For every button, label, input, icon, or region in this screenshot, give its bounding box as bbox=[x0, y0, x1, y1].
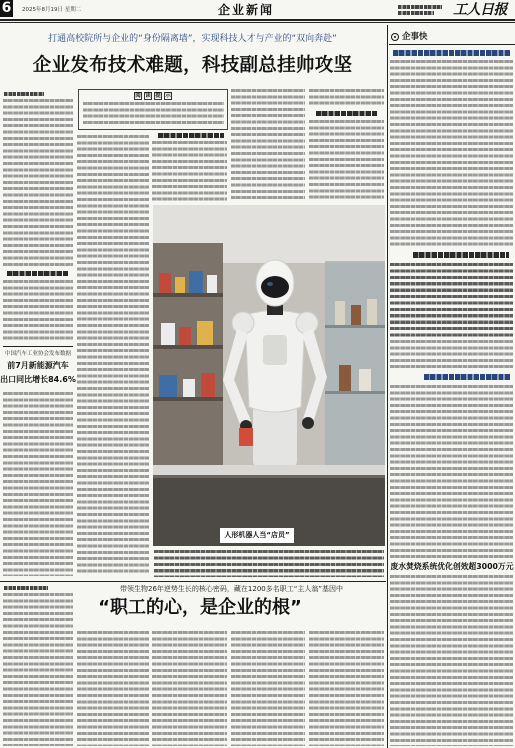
sidebar-item-headline bbox=[393, 50, 511, 56]
lead-story-body-text bbox=[231, 89, 305, 201]
masthead-logo: 工人日报 bbox=[453, 2, 507, 18]
section-title: 企业新闻 bbox=[218, 3, 275, 17]
lead-story-byline bbox=[4, 92, 44, 96]
page-number: 6 bbox=[1, 0, 12, 16]
reading-tip-char: 读 bbox=[145, 93, 151, 99]
sidebar-item-body-text bbox=[390, 575, 513, 746]
sidebar-item-body-text bbox=[390, 385, 513, 559]
reading-tip-char: 提 bbox=[155, 93, 161, 99]
reading-tip-char: 阅 bbox=[135, 93, 141, 99]
feature-story-kicker: 带领生物26年逆势生长的核心密码，藏在1200多名职工“主人翁”基因中 bbox=[120, 585, 343, 593]
feature-story-body-text bbox=[3, 593, 73, 746]
reading-tip-box bbox=[78, 89, 228, 130]
reading-tip-text bbox=[83, 102, 224, 127]
store-shelf bbox=[153, 243, 223, 475]
feature-story-body-text bbox=[77, 631, 149, 746]
header-rule bbox=[0, 22, 515, 23]
ev-story-headline: 出口同比增长84.6% bbox=[0, 375, 76, 384]
sidebar-header bbox=[391, 31, 428, 43]
lead-story-body-text bbox=[3, 99, 73, 267]
feature-story-body-text bbox=[231, 631, 305, 746]
lead-story-subhead bbox=[158, 133, 224, 138]
feature-story-byline bbox=[4, 586, 48, 590]
glass-cabinet bbox=[325, 261, 385, 471]
feature-story-body-text bbox=[152, 631, 227, 746]
sidebar-title: 企事快 bbox=[402, 32, 428, 42]
feature-story-body-text bbox=[309, 631, 384, 746]
reading-tip-label bbox=[79, 92, 227, 100]
lead-story-body-text bbox=[152, 141, 227, 201]
robot-photo-image bbox=[153, 205, 385, 546]
lead-story-body-text bbox=[77, 135, 149, 576]
sidebar-item-headline bbox=[424, 374, 510, 380]
lead-story-subhead bbox=[316, 111, 378, 116]
lead-story-body-text bbox=[309, 120, 384, 201]
circle-dot-icon bbox=[391, 33, 399, 41]
sidebar-item-body-text bbox=[390, 340, 513, 370]
photo-caption-text bbox=[154, 550, 384, 577]
lead-story-body-text bbox=[309, 89, 384, 108]
editor-credit bbox=[398, 5, 442, 9]
sidebar-item-headline bbox=[413, 252, 509, 258]
ev-story-kicker: 中国汽车工业协会发布数据 bbox=[4, 351, 71, 357]
story-divider bbox=[3, 346, 73, 347]
header-rule bbox=[0, 19, 515, 21]
ev-story-headline: 前7月新能源汽车 bbox=[7, 361, 69, 370]
story-divider bbox=[0, 581, 386, 582]
editor-credit bbox=[398, 11, 434, 15]
sidebar-header-rule bbox=[389, 44, 515, 45]
sidebar-item-headline: 废水焚烧系统优化创效超3000万元 bbox=[390, 562, 514, 571]
reading-tip-char: 示 bbox=[165, 93, 171, 99]
lead-story-headline: 企业发布技术难题，科技副总挂帅攻坚 bbox=[32, 55, 353, 76]
photo-label: 人形机器人当“店员” bbox=[220, 528, 294, 543]
feature-story-headline: “职工的心，是企业的根” bbox=[98, 597, 302, 618]
lead-story-subhead bbox=[7, 271, 69, 276]
sidebar-item-body-text bbox=[390, 60, 513, 248]
lead-story-body-text bbox=[3, 280, 73, 342]
robot-photo bbox=[153, 205, 385, 546]
sidebar-divider bbox=[387, 25, 388, 748]
sidebar-item-body-text bbox=[390, 263, 513, 338]
lead-story-kicker: 打通高校院所与企业的“身份隔离墙”，实现科技人才与产业的“双向奔赴” bbox=[48, 34, 337, 44]
issue-date: 2025年8月19日 星期二 bbox=[22, 7, 82, 13]
ev-story-body-text bbox=[3, 392, 73, 576]
